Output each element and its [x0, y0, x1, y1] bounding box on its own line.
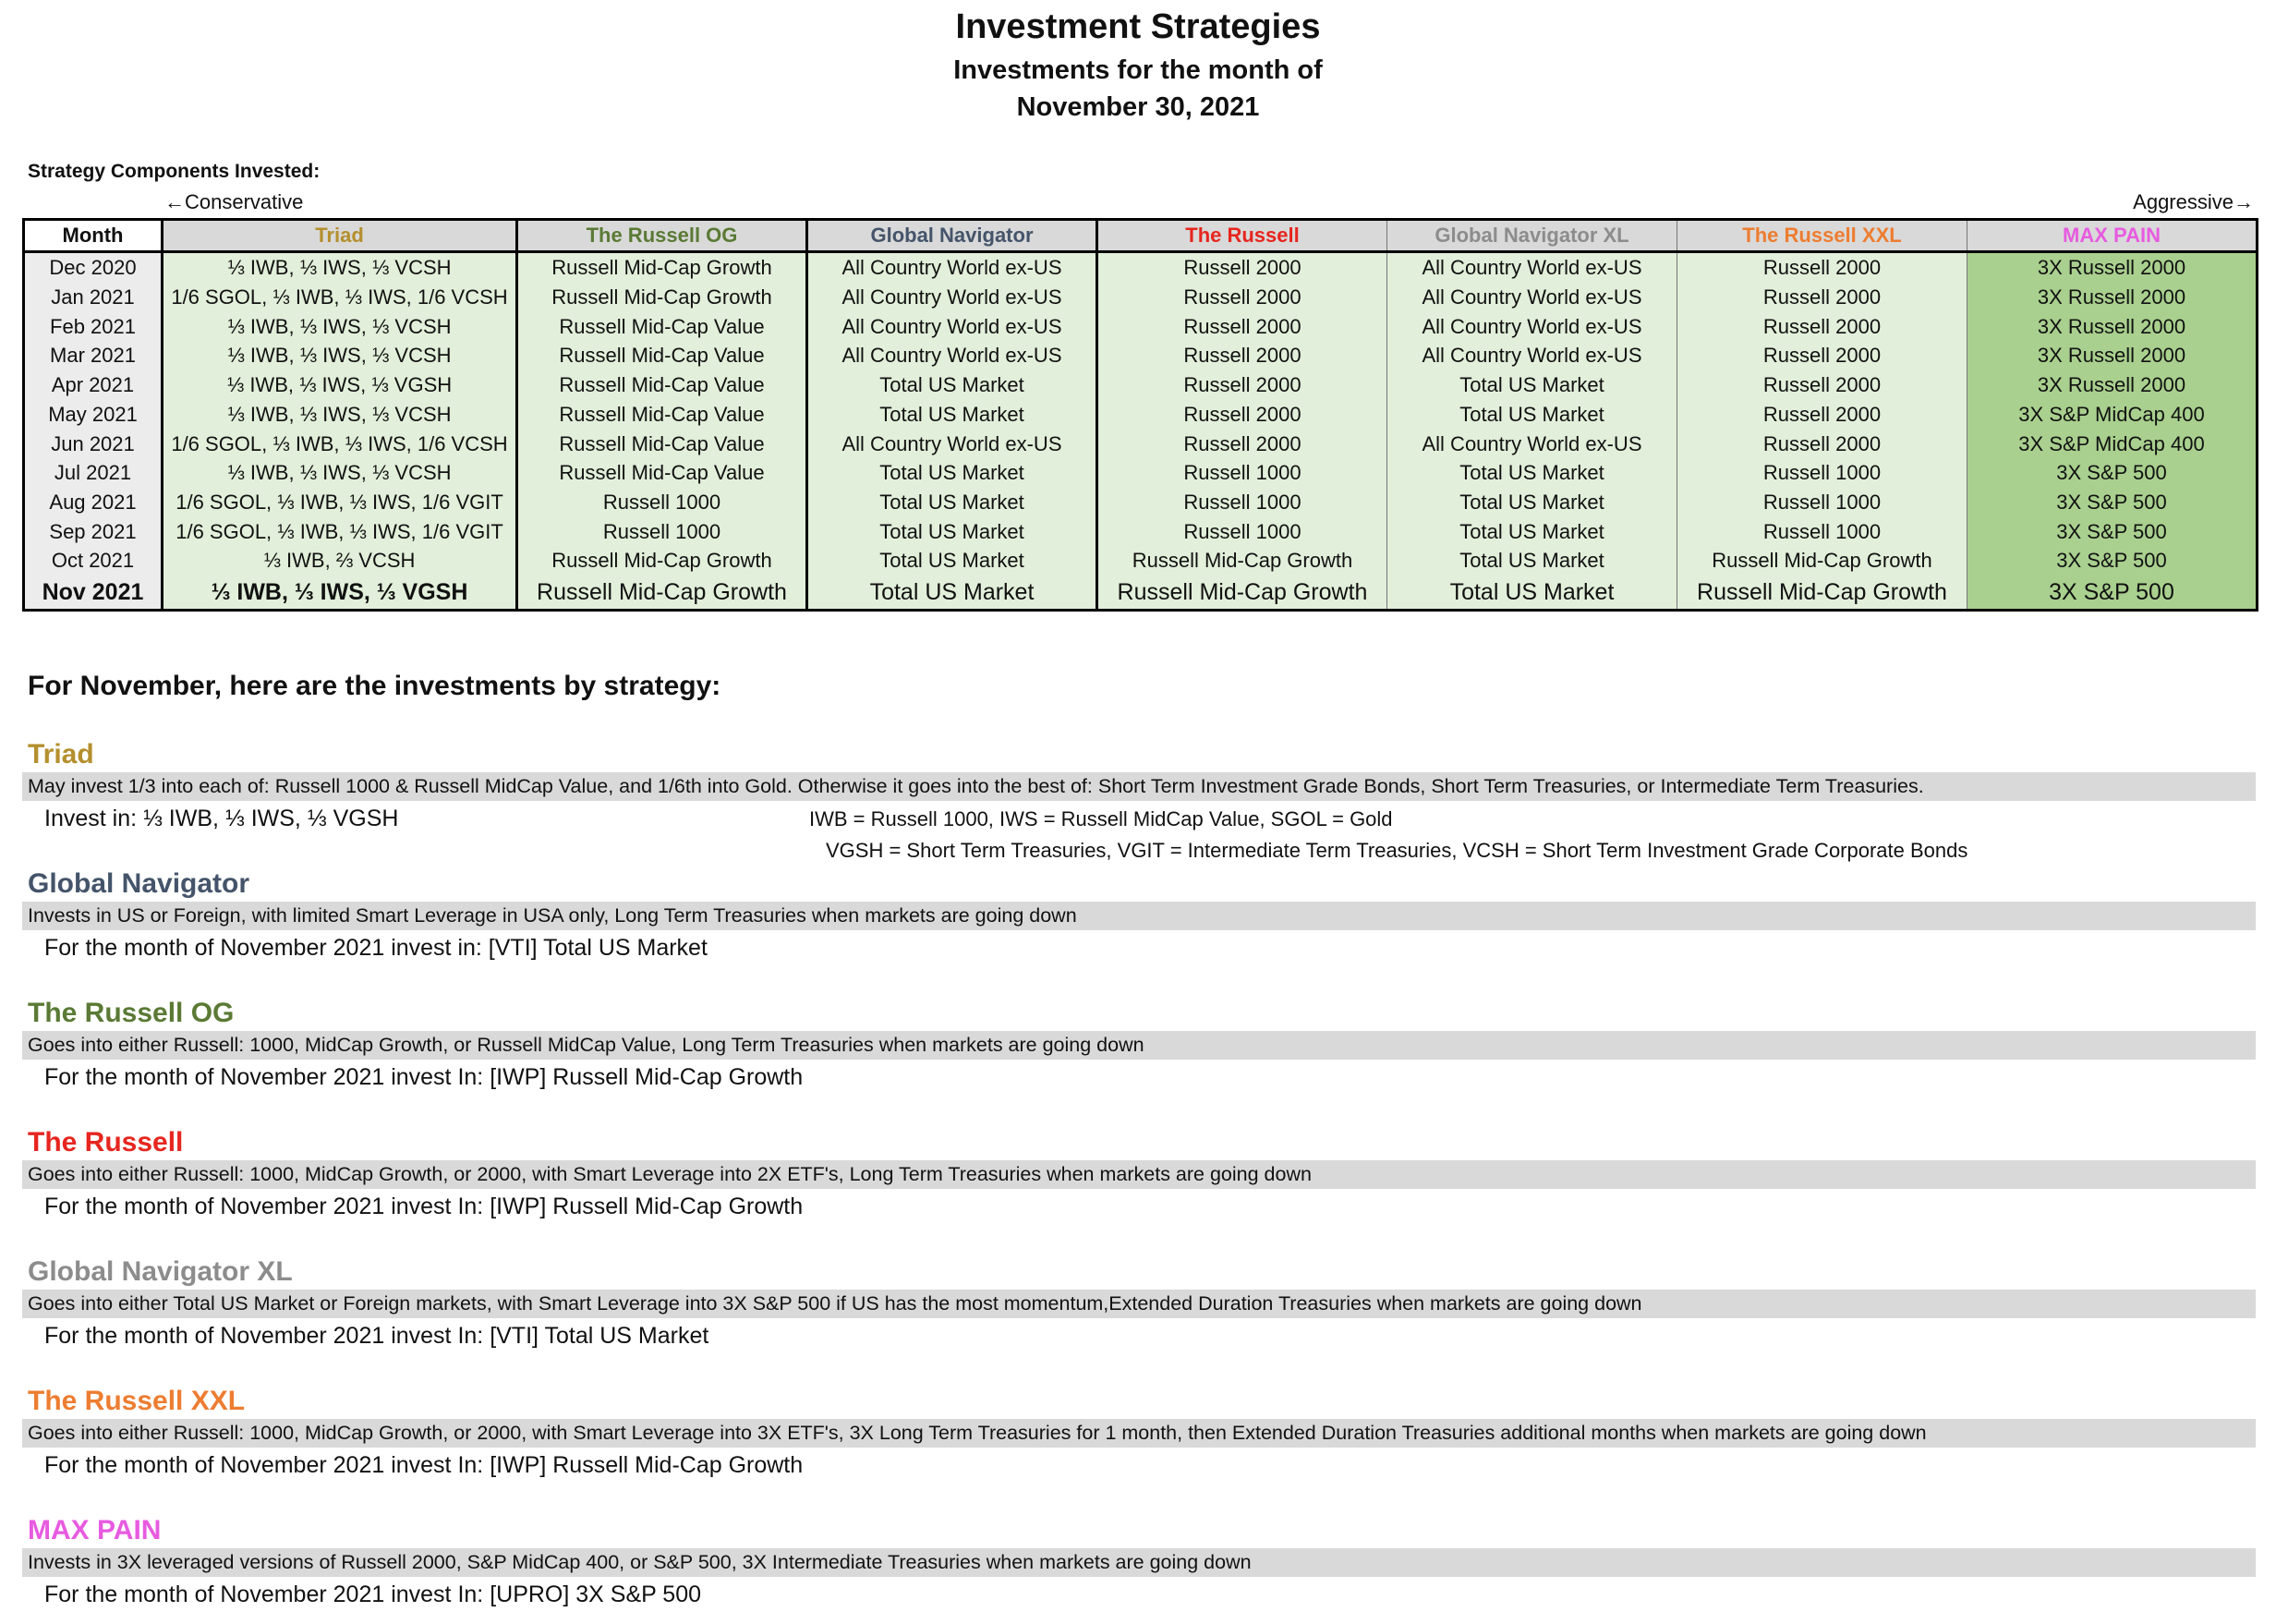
strategy-investment: For the month of November 2021 invest In: [IWP] Russell Mid-Cap Growth [44, 1064, 804, 1090]
cell-global-navigator: Total US Market [807, 576, 1097, 610]
cell-global-navigator-xl: Total US Market [1387, 400, 1677, 430]
cell-global-navigator: Total US Market [807, 400, 1097, 430]
cell-global-navigator-xl: Total US Market [1387, 576, 1677, 610]
cell-russell-xxl: Russell 1000 [1677, 458, 1967, 488]
cell-max-pain: 3X Russell 2000 [1967, 252, 2258, 284]
table-row [24, 283, 2258, 312]
aggressive-label: Aggressive→ [2133, 190, 2254, 213]
cell-global-navigator: All Country World ex-US [807, 283, 1097, 312]
cell-max-pain: 3X Russell 2000 [1967, 283, 2258, 312]
cell-russell-xxl: Russell 1000 [1677, 488, 1967, 517]
cell-month: Jun 2021 [24, 430, 163, 459]
column-header-month: Month [24, 220, 163, 252]
strategy-max-pain [0, 1515, 2276, 1617]
strategy-investment: For the month of November 2021 invest In: [IWP] Russell Mid-Cap Growth [44, 1194, 804, 1219]
strategy-investment: Invest in: ⅓ IWB, ⅓ IWS, ⅓ VGSH [44, 806, 399, 831]
table-row [24, 341, 2258, 370]
strategy-name: Triad [28, 739, 94, 770]
cell-triad: ⅓ IWB, ⅓ IWS, ⅓ VCSH [163, 458, 517, 488]
cell-month: Sep 2021 [24, 517, 163, 547]
cell-global-navigator-xl: Total US Market [1387, 517, 1677, 547]
cell-month: May 2021 [24, 400, 163, 430]
cell-max-pain: 3X S&P 500 [1967, 576, 2258, 610]
cell-triad: ⅓ IWB, ⅓ IWS, ⅓ VCSH [163, 252, 517, 284]
table-row [24, 547, 2258, 576]
strategy-triad [0, 739, 2276, 878]
cell-global-navigator: All Country World ex-US [807, 341, 1097, 370]
strategy-description: Goes into either Russell: 1000, MidCap Growth, or Russell MidCap Value, Long Term Treasuries when markets are going down [22, 1031, 2256, 1060]
conservative-label: ←Conservative [164, 190, 304, 213]
cell-the-russell: Russell 2000 [1097, 370, 1387, 400]
column-header-russell-og: The Russell OG [517, 220, 807, 252]
cell-month: Mar 2021 [24, 341, 163, 370]
strategy-investment: For the month of November 2021 invest In: [UPRO] 3X S&P 500 [44, 1582, 702, 1607]
cell-the-russell: Russell 2000 [1097, 400, 1387, 430]
cell-global-navigator-xl: Total US Market [1387, 488, 1677, 517]
cell-max-pain: 3X Russell 2000 [1967, 341, 2258, 370]
table-row [24, 252, 2258, 284]
cell-russell-xxl: Russell 2000 [1677, 283, 1967, 312]
cell-russell-og: Russell Mid-Cap Growth [517, 547, 807, 576]
cell-russell-xxl: Russell Mid-Cap Growth [1677, 576, 1967, 610]
page-title: Investment Strategies [955, 7, 1321, 46]
cell-triad: 1/6 SGOL, ⅓ IWB, ⅓ IWS, 1/6 VCSH [163, 430, 517, 459]
components-label: Strategy Components Invested: [28, 161, 321, 182]
cell-russell-xxl: Russell 2000 [1677, 400, 1967, 430]
cell-triad: ⅓ IWB, ⅓ IWS, ⅓ VCSH [163, 400, 517, 430]
table-row [24, 400, 2258, 430]
cell-global-navigator: Total US Market [807, 488, 1097, 517]
strategy-russell-xxl [0, 1386, 2276, 1487]
cell-max-pain: 3X S&P 500 [1967, 517, 2258, 547]
strategy-name: Global Navigator XL [28, 1256, 293, 1287]
strategy-name: The Russell OG [28, 998, 235, 1028]
strategy-description: Goes into either Total US Market or Foreign markets, with Smart Leverage into 3X S&P 500 if US has the most momentum,Extended Duration Treasuries when markets are going down [22, 1290, 2256, 1318]
cell-global-navigator-xl: All Country World ex-US [1387, 283, 1677, 312]
cell-triad: ⅓ IWB, ⅓ IWS, ⅓ VCSH [163, 341, 517, 370]
table-header-row [24, 220, 2258, 252]
cell-russell-og: Russell Mid-Cap Value [517, 370, 807, 400]
strategy-investment: For the month of November 2021 invest in: [VTI] Total US Market [44, 935, 708, 961]
strategy-investment: For the month of November 2021 invest In: [IWP] Russell Mid-Cap Growth [44, 1452, 804, 1478]
cell-max-pain: 3X S&P 500 [1967, 458, 2258, 488]
cell-triad: ⅓ IWB, ⅔ VCSH [163, 547, 517, 576]
cell-triad: ⅓ IWB, ⅓ IWS, ⅓ VGSH [163, 370, 517, 400]
cell-russell-og: Russell Mid-Cap Growth [517, 283, 807, 312]
cell-global-navigator: Total US Market [807, 370, 1097, 400]
cell-month: Jan 2021 [24, 283, 163, 312]
column-header-global-navigator: Global Navigator [807, 220, 1097, 252]
cell-max-pain: 3X S&P MidCap 400 [1967, 400, 2258, 430]
strategy-global-navigator [0, 868, 2276, 970]
strategy-description: Goes into either Russell: 1000, MidCap Growth, or 2000, with Smart Leverage into 3X ETF's, 3X Long Term Treasuries for 1 month, then Extended Duration Treasuries additional months when markets are going down [22, 1419, 2256, 1448]
cell-russell-og: Russell 1000 [517, 488, 807, 517]
cell-global-navigator: All Country World ex-US [807, 312, 1097, 342]
intro-heading: For November, here are the investments by strategy: [28, 671, 721, 701]
cell-russell-og: Russell Mid-Cap Value [517, 312, 807, 342]
strategy-description: Invests in 3X leveraged versions of Russell 2000, S&P MidCap 400, or S&P 500, 3X Intermediate Treasuries when markets are going down [22, 1548, 2256, 1577]
cell-triad: 1/6 SGOL, ⅓ IWB, ⅓ IWS, 1/6 VGIT [163, 517, 517, 547]
cell-global-navigator: Total US Market [807, 547, 1097, 576]
cell-max-pain: 3X Russell 2000 [1967, 370, 2258, 400]
cell-the-russell: Russell 2000 [1097, 252, 1387, 284]
cell-global-navigator-xl: All Country World ex-US [1387, 341, 1677, 370]
cell-max-pain: 3X Russell 2000 [1967, 312, 2258, 342]
cell-russell-xxl: Russell Mid-Cap Growth [1677, 547, 1967, 576]
strategy-global-navigator-xl [0, 1256, 2276, 1358]
column-header-triad: Triad [163, 220, 517, 252]
cell-global-navigator: All Country World ex-US [807, 252, 1097, 284]
strategy-description: Invests in US or Foreign, with limited Smart Leverage in USA only, Long Term Treasuries when markets are going down [22, 902, 2256, 930]
column-header-the-russell: The Russell [1097, 220, 1387, 252]
table-row [24, 430, 2258, 459]
table-row [24, 576, 2258, 610]
column-header-global-navigator-xl: Global Navigator XL [1387, 220, 1677, 252]
cell-the-russell: Russell 2000 [1097, 283, 1387, 312]
cell-the-russell: Russell 1000 [1097, 458, 1387, 488]
cell-global-navigator-xl: All Country World ex-US [1387, 312, 1677, 342]
cell-russell-og: Russell 1000 [517, 517, 807, 547]
cell-the-russell: Russell Mid-Cap Growth [1097, 547, 1387, 576]
table-row [24, 458, 2258, 488]
cell-global-navigator: Total US Market [807, 458, 1097, 488]
cell-russell-xxl: Russell 2000 [1677, 341, 1967, 370]
cell-the-russell: Russell 1000 [1097, 488, 1387, 517]
cell-max-pain: 3X S&P 500 [1967, 547, 2258, 576]
cell-russell-og: Russell Mid-Cap Value [517, 400, 807, 430]
strategy-description: Goes into either Russell: 1000, MidCap Growth, or 2000, with Smart Leverage into 2X ETF's, Long Term Treasuries when markets are going down [22, 1160, 2256, 1189]
cell-russell-og: Russell Mid-Cap Growth [517, 252, 807, 284]
cell-max-pain: 3X S&P MidCap 400 [1967, 430, 2258, 459]
table-row [24, 488, 2258, 517]
cell-global-navigator-xl: Total US Market [1387, 370, 1677, 400]
page-subtitle: Investments for the month of [953, 55, 1323, 85]
ticker-definitions: IWB = Russell 1000, IWS = Russell MidCap Value, SGOL = Gold [809, 807, 1393, 830]
strategy-name: The Russell XXL [28, 1386, 246, 1416]
strategy-name: The Russell [28, 1127, 184, 1157]
column-header-max-pain: MAX PAIN [1967, 220, 2258, 252]
cell-month: Dec 2020 [24, 252, 163, 284]
strategy-table [22, 218, 2256, 612]
strategy-russell-og [0, 998, 2276, 1099]
cell-russell-og: Russell Mid-Cap Growth [517, 576, 807, 610]
cell-triad: 1/6 SGOL, ⅓ IWB, ⅓ IWS, 1/6 VGIT [163, 488, 517, 517]
table-row [24, 517, 2258, 547]
table-row [24, 312, 2258, 342]
cell-global-navigator-xl: Total US Market [1387, 547, 1677, 576]
strategy-name: Global Navigator [28, 868, 250, 899]
cell-month: Aug 2021 [24, 488, 163, 517]
cell-russell-og: Russell Mid-Cap Value [517, 458, 807, 488]
cell-max-pain: 3X S&P 500 [1967, 488, 2258, 517]
cell-russell-xxl: Russell 2000 [1677, 252, 1967, 284]
cell-global-navigator-xl: Total US Market [1387, 458, 1677, 488]
ticker-definitions: VGSH = Short Term Treasuries, VGIT = Intermediate Term Treasuries, VCSH = Short Term Investment Grade Corporate Bonds [826, 839, 1968, 862]
strategy-description: May invest 1/3 into each of: Russell 1000 & Russell MidCap Value, and 1/6th into Gold. Otherwise it goes into the best of: Short Term Investment Grade Bonds, Short Term Treasuries, or Intermediate Term Treasuries. [22, 772, 2256, 801]
strategy-investment: For the month of November 2021 invest In: [VTI] Total US Market [44, 1323, 709, 1349]
cell-russell-og: Russell Mid-Cap Value [517, 341, 807, 370]
cell-russell-xxl: Russell 2000 [1677, 430, 1967, 459]
cell-triad: ⅓ IWB, ⅓ IWS, ⅓ VCSH [163, 312, 517, 342]
strategy-name: MAX PAIN [28, 1515, 162, 1545]
cell-russell-xxl: Russell 2000 [1677, 370, 1967, 400]
cell-the-russell: Russell 2000 [1097, 430, 1387, 459]
cell-month: Apr 2021 [24, 370, 163, 400]
cell-month: Oct 2021 [24, 547, 163, 576]
cell-month: Nov 2021 [24, 576, 163, 610]
cell-month: Jul 2021 [24, 458, 163, 488]
cell-russell-xxl: Russell 1000 [1677, 517, 1967, 547]
cell-the-russell: Russell 1000 [1097, 517, 1387, 547]
table-row [24, 370, 2258, 400]
cell-global-navigator: Total US Market [807, 517, 1097, 547]
cell-month: Feb 2021 [24, 312, 163, 342]
cell-the-russell: Russell 2000 [1097, 341, 1387, 370]
cell-the-russell: Russell Mid-Cap Growth [1097, 576, 1387, 610]
cell-triad: 1/6 SGOL, ⅓ IWB, ⅓ IWS, 1/6 VCSH [163, 283, 517, 312]
cell-global-navigator-xl: All Country World ex-US [1387, 430, 1677, 459]
cell-global-navigator-xl: All Country World ex-US [1387, 252, 1677, 284]
column-header-russell-xxl: The Russell XXL [1677, 220, 1967, 252]
cell-russell-xxl: Russell 2000 [1677, 312, 1967, 342]
cell-triad: ⅓ IWB, ⅓ IWS, ⅓ VGSH [163, 576, 517, 610]
cell-the-russell: Russell 2000 [1097, 312, 1387, 342]
cell-russell-og: Russell Mid-Cap Value [517, 430, 807, 459]
report-date: November 30, 2021 [1016, 92, 1260, 122]
cell-global-navigator: All Country World ex-US [807, 430, 1097, 459]
strategy-the-russell [0, 1127, 2276, 1229]
